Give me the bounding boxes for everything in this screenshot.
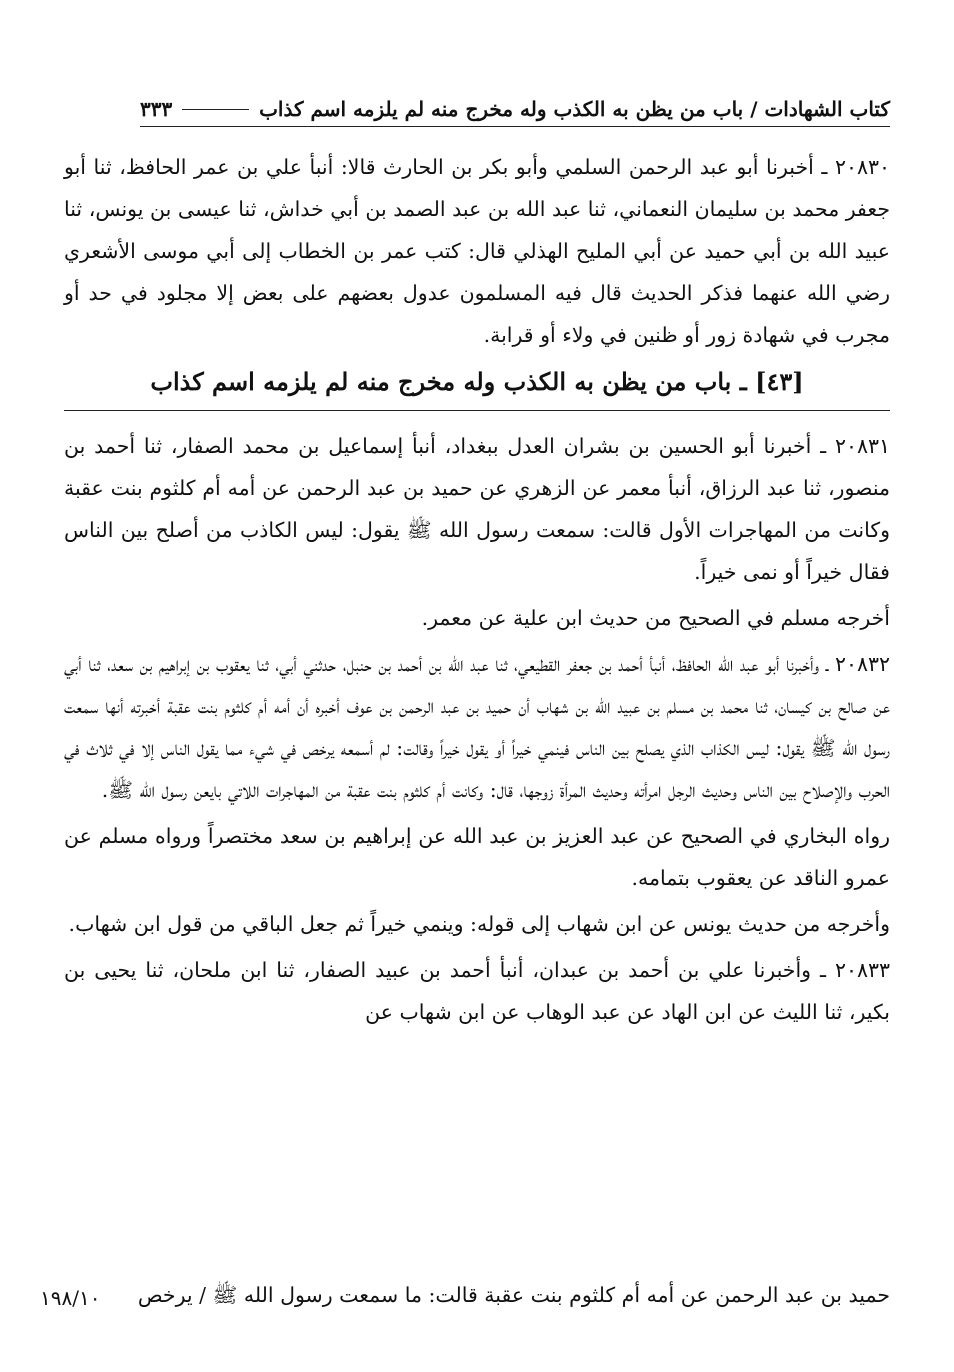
page-number: ٣٣٣ [140,97,173,121]
hadith-20833: ٢٠٨٣٣ ـ وأخبرنا علي بن أحمد بن عبدان، أنبأ أحمد بن عبيد الصفار، ثنا ابن ملحان، ثنا يحيى بن بكير، ثنا الليث عن ابن الهاد عن عبد الوهاب عن ابن شهاب عن [64,958,890,1024]
takhrij-note-3: وأخرجه من حديث يونس عن ابن شهاب إلى قوله: وينمي خيراً ثم جعل الباقي من قول ابن شهاب. [68,912,890,936]
footer-reference: ١٩٨/١٠ [40,1286,101,1310]
page-content [64,146,890,1033]
hadith-20831: ٢٠٨٣١ ـ أخبرنا أبو الحسين بن بشران العدل ببغداد، أنبأ إسماعيل بن محمد الصفار، ثنا أحمد بن منصور، ثنا عبد الرزاق، أنبأ معمر عن الزهري عن حميد بن عبد الرحمن عن أمه أم كلثوم بنت عقبة وكانت من المهاجرات الأول قالت: سمعت رسول الله ﷺ يقول: ليس الكاذب من أصلح بين الناس فقال خيراً أو نمى خيراً. [64,434,890,584]
chapter-title: [٤٣] ـ باب من يظن به الكذب وله مخرج منه لم يلزمه اسم كذاب [64,362,890,411]
hadith-20830: ٢٠٨٣٠ ـ أخبرنا أبو عبد الرحمن السلمي وأبو بكر بن الحارث قالا: أنبأ علي بن عمر الحافظ، ثنا أبو جعفر محمد بن سليمان النعماني، ثنا عبد الله بن عبد الصمد بن أبي خداش، ثنا عيسى بن يونس، ثنا عبيد الله بن أبي حميد عن أبي المليح الهذلي قال: كتب عمر بن الخطاب إلى أبي موسى الأشعري رضي الله عنهما فذكر الحديث قال فيه المسلمون عدول بعضهم على بعض إلا مجلود في حد أو مجرب في شهادة زور أو ظنين في ولاء أو قرابة. [64,155,890,347]
running-header [140,92,890,127]
footer-text: حميد بن عبد الرحمن عن أمه أم كلثوم بنت عقبة قالت: ما سمعت رسول الله ﷺ / يرخص [137,1283,890,1307]
takhrij-note-1: أخرجه مسلم في الصحيح من حديث ابن علية عن معمر. [421,606,890,630]
takhrij-note-2: رواه البخاري في الصحيح عن عبد العزيز بن عبد الله عن إبراهيم بن سعد مختصراً ورواه مسلم عن عمرو الناقد عن يعقوب بتمامه. [64,824,890,890]
footer-line [40,1278,890,1318]
header-title: كتاب الشهادات / باب من يظن به الكذب وله مخرج منه لم يلزمه اسم كذاب [259,97,890,121]
header-rule [182,109,249,110]
hadith-20832: ٢٠٨٣٢ ـ وأخبرنا أبو عبد الله الحافظ، أنبأ أحمد بن جعفر القطيعي، ثنا عبد الله بن أحمد بن حنبل، حدثني أبي، ثنا يعقوب بن إبراهيم بن سعد، ثنا أبي عن صالح بن كيسان، ثنا محمد بن مسلم بن عبيد الله بن شهاب أن حميد بن عبد الرحمن بن عوف أخبره أن أمه أم كلثوم بنت عقبة أخبرته أنها سمعت رسول الله ﷺ يقول: ليس الكذاب الذي يصلح بين الناس فينمي خيراً أو يقول خيراً وقالت: لم أسمعه يرخص في شيء مما يقول الناس إلا في ثلاث في الحرب والإصلاح بين الناس وحديث الرجل امرأته وحديث المرأة زوجها، قال: وكانت أم كلثوم بنت عقبة من المهاجرات اللاتي بايعن رسول الله ﷺ. [64,652,891,802]
